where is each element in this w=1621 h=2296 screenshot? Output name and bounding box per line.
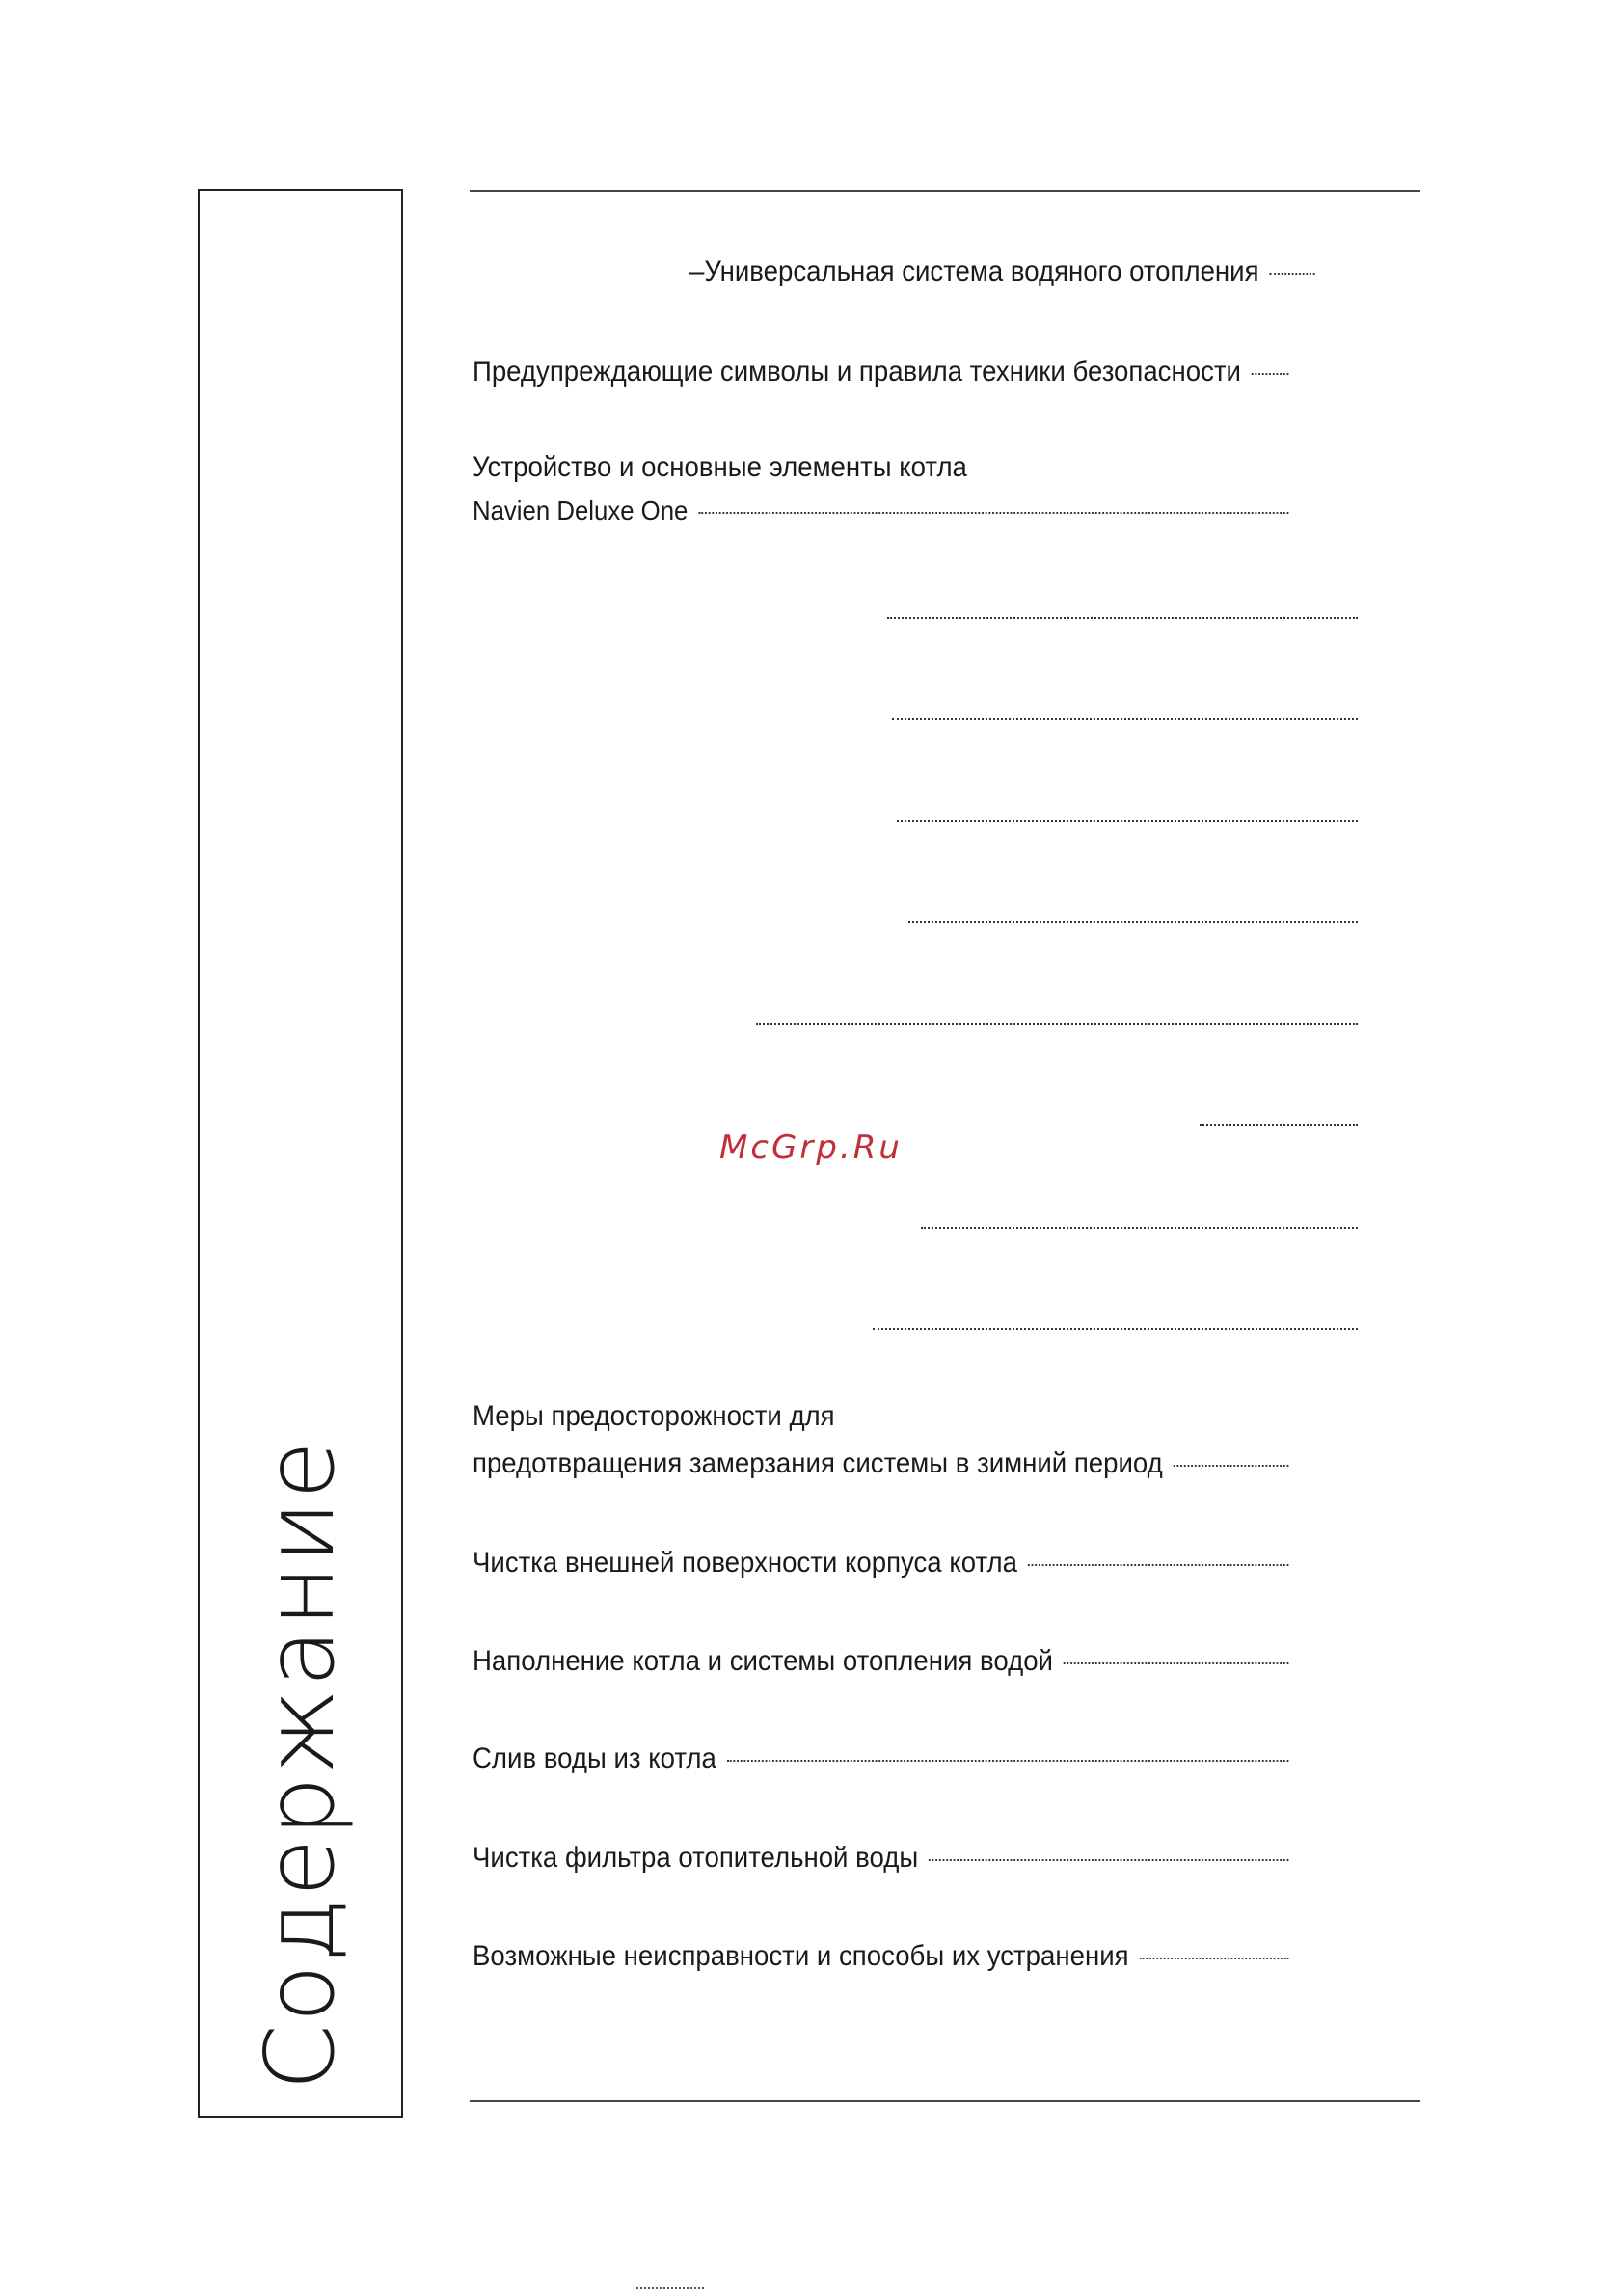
toc-leader-blank-5 <box>756 1023 1358 1025</box>
toc-entry-9-text: Возможные неисправности и способы их устранения <box>473 1940 1129 1972</box>
toc-entry-9-leader <box>1140 1958 1289 1959</box>
toc-entry-6[interactable] <box>473 1644 1288 1679</box>
toc-leader-blank-8 <box>873 1328 1358 1330</box>
toc-leader-blank-6 <box>1200 1124 1358 1126</box>
toc-entry-6-leader <box>1064 1662 1288 1664</box>
toc-entry-7-leader <box>727 1760 1289 1762</box>
toc-entry-8-text: Чистка фильтра отопительной воды <box>473 1842 919 1874</box>
toc-entry-3-leader <box>698 512 1288 514</box>
toc-entry-2-leader <box>1252 373 1288 375</box>
toc-leader-blank-1 <box>887 617 1358 619</box>
toc-entry-3-line1[interactable]: Устройство и основные элементы котла <box>473 451 967 483</box>
toc-leader-blank-4 <box>908 921 1358 923</box>
toc-entry-1-leader <box>1270 273 1315 275</box>
toc-entry-8-leader <box>929 1859 1288 1861</box>
toc-entry-7-text: Слив воды из котла <box>473 1742 716 1774</box>
toc-entry-9[interactable] <box>473 1939 1288 1974</box>
toc-entry-6-text: Наполнение котла и системы отопления водой <box>473 1645 1053 1677</box>
toc-entry-2[interactable] <box>473 355 1288 390</box>
toc-entry-4-text: предотвращения замерзания системы в зимний период <box>473 1447 1163 1479</box>
toc-entry-5-text: Чистка внешней поверхности корпуса котла <box>473 1547 1017 1579</box>
toc-entry-5-leader <box>1028 1564 1288 1566</box>
toc-leader-blank-2 <box>892 718 1358 720</box>
bottom-rule <box>470 2100 1420 2102</box>
toc-entry-1-text: –Универсальная система водяного отопления <box>689 256 1259 287</box>
toc-entry-1[interactable] <box>689 255 1315 289</box>
toc-entry-5[interactable] <box>473 1546 1288 1580</box>
footer-dotted-mark <box>636 2287 704 2289</box>
toc-entry-3[interactable] <box>473 494 1288 528</box>
toc-entry-4[interactable] <box>473 1446 1288 1481</box>
toc-entry-3-text: Navien Deluxe One <box>473 496 689 526</box>
toc-entry-8[interactable] <box>473 1841 1288 1876</box>
watermark: McGrp.Ru <box>719 1128 903 1167</box>
toc-entry-7[interactable] <box>473 1742 1288 1776</box>
toc-leader-blank-3 <box>897 820 1358 822</box>
toc-entry-4-line1[interactable]: Меры предосторожности для <box>473 1400 835 1432</box>
toc-entry-2-text: Предупреждающие символы и правила техники безопасности <box>473 356 1241 388</box>
toc-entry-4-leader <box>1174 1465 1289 1467</box>
sidebar-title: Содержание <box>246 1439 356 2091</box>
top-rule <box>470 190 1420 192</box>
toc-leader-blank-7 <box>921 1227 1358 1229</box>
